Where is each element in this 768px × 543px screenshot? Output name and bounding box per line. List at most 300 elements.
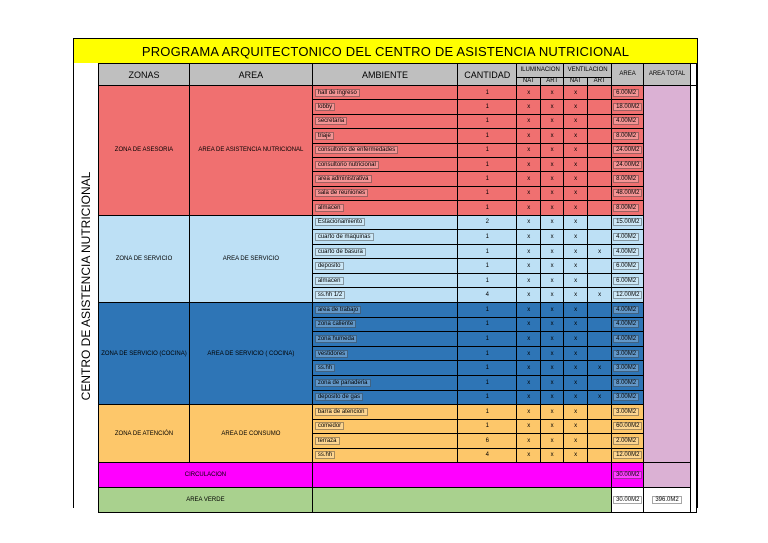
ve-art-cell <box>588 361 612 376</box>
il-nat-value: x <box>527 233 531 240</box>
ve-nat-cell <box>564 201 588 215</box>
ve-nat-value: x <box>574 190 578 197</box>
ve-art-cell <box>588 332 612 347</box>
cantidad-value: 1 <box>485 118 489 125</box>
area-value: 3.00M2 <box>613 350 639 358</box>
area-cell <box>612 448 644 463</box>
ambiente-label: ss.hh <box>315 364 335 372</box>
ambiente-label: cuarto de basura <box>315 248 366 256</box>
ve-nat-cell <box>564 288 588 303</box>
il-nat-cell <box>517 143 541 157</box>
ve-nat-value: x <box>574 408 578 415</box>
area-value: 48.00M2 <box>613 189 642 197</box>
area-value: 6.00M2 <box>613 262 639 270</box>
ambiente-label: area de trabajo <box>315 306 361 314</box>
area-value: 3.00M2 <box>613 408 639 416</box>
ambiente-label: hall de ingreso <box>315 89 360 97</box>
ve-nat-cell <box>564 143 588 157</box>
circulacion-row <box>99 463 697 488</box>
area-cell <box>612 201 644 215</box>
area-cell <box>612 317 644 332</box>
area-total-value-cell <box>644 488 691 513</box>
ambiente-label: barra de atencion <box>315 408 368 416</box>
ve-nat-value: x <box>574 204 578 211</box>
area-cell <box>612 157 644 171</box>
il-art-value: x <box>550 379 554 386</box>
il-nat-cell <box>517 259 541 274</box>
ambiente-cell <box>312 361 458 376</box>
cantidad-cell <box>458 448 517 463</box>
area-cell <box>612 86 644 100</box>
il-nat-value: x <box>527 277 531 284</box>
il-art-value: x <box>550 190 554 197</box>
area-cell <box>612 419 644 434</box>
ve-art-cell <box>588 157 612 171</box>
ambiente-label: ss.hh 1/2 <box>315 291 345 299</box>
il-art-value: x <box>550 89 554 96</box>
ambiente-label: zona caliente <box>315 320 356 328</box>
ve-nat-value: x <box>574 306 578 313</box>
cantidad-cell <box>458 259 517 274</box>
cantidad-cell <box>458 215 517 230</box>
circulacion-area-cell <box>612 463 644 488</box>
ve-nat-value: x <box>574 219 578 226</box>
ve-nat-cell <box>564 114 588 128</box>
ambiente-cell <box>312 376 458 391</box>
ambiente-cell <box>312 129 458 143</box>
cantidad-cell <box>458 129 517 143</box>
cantidad-value: 2 <box>485 219 489 226</box>
il-nat-cell <box>517 86 541 100</box>
ve-nat-value: x <box>574 394 578 401</box>
ve-nat-cell <box>564 157 588 171</box>
ve-art-cell <box>588 419 612 434</box>
cantidad-cell <box>458 157 517 171</box>
ambiente-label: vestidores <box>315 350 348 358</box>
ve-nat-cell <box>564 346 588 361</box>
area-value: 8.00M2 <box>613 204 639 212</box>
cantidad-value: 1 <box>485 408 489 415</box>
ambiente-label: sala de reuniones <box>315 189 368 197</box>
il-nat-value: x <box>527 394 531 401</box>
il-art-value: x <box>550 147 554 154</box>
il-nat-cell <box>517 376 541 391</box>
il-art-cell <box>541 434 564 449</box>
il-art-cell <box>541 405 564 420</box>
area-value: 4.00M2 <box>613 233 639 241</box>
il-art-cell <box>541 361 564 376</box>
program-sheet <box>73 38 698 508</box>
area-cell <box>612 186 644 200</box>
cantidad-value: 1 <box>485 204 489 211</box>
area-cell <box>612 259 644 274</box>
area-value: 6.00M2 <box>613 277 639 285</box>
il-art-cell <box>541 288 564 303</box>
ambiente-label: zona humeda <box>315 335 357 343</box>
il-nat-value: x <box>527 190 531 197</box>
ve-art-cell <box>588 86 612 100</box>
area-total-value: 396.0M2 <box>652 496 681 504</box>
cantidad-value: 4 <box>485 452 489 459</box>
side-label-column <box>74 63 99 509</box>
cantidad-cell <box>458 230 517 245</box>
ambiente-label: comedor <box>315 422 344 430</box>
ve-nat-value: x <box>574 104 578 111</box>
cantidad-cell <box>458 332 517 347</box>
il-art-cell <box>541 273 564 288</box>
il-art-value: x <box>550 277 554 284</box>
area-verde-label: AREA VERDE <box>186 497 225 504</box>
il-art-cell <box>541 244 564 259</box>
il-art-cell <box>541 114 564 128</box>
cantidad-cell <box>458 288 517 303</box>
zone-name: ZONA DE ATENCIÓN <box>99 405 190 463</box>
area-cell <box>612 288 644 303</box>
table-row <box>99 405 697 420</box>
ambiente-cell <box>312 448 458 463</box>
ve-nat-value: x <box>574 161 578 168</box>
area-name: AREA DE ASISTENCIA NUTRICIONAL <box>189 86 312 216</box>
il-art-value: x <box>550 336 554 343</box>
il-nat-value: x <box>527 350 531 357</box>
cantidad-value: 4 <box>485 292 489 299</box>
ambiente-cell <box>312 332 458 347</box>
il-art-value: x <box>550 161 554 168</box>
ve-art-cell <box>588 273 612 288</box>
cantidad-cell <box>458 114 517 128</box>
ve-art-value: x <box>598 394 602 401</box>
il-art-value: x <box>550 321 554 328</box>
header-cantidad: CANTIDAD <box>458 64 517 86</box>
zone-name: ZONA DE SERVICIO <box>99 215 190 303</box>
ve-nat-cell <box>564 129 588 143</box>
ve-art-cell <box>588 346 612 361</box>
il-art-cell <box>541 230 564 245</box>
side-label: CENTRO DE ASISTENCIA NUTRICIONAL <box>79 171 93 401</box>
area-value: 8.00M2 <box>613 379 639 387</box>
cantidad-cell <box>458 317 517 332</box>
ve-nat-value: x <box>574 176 578 183</box>
cantidad-cell <box>458 172 517 186</box>
ambiente-label: deposito de gas <box>315 393 363 401</box>
il-art-cell <box>541 259 564 274</box>
cantidad-value: 1 <box>485 336 489 343</box>
cantidad-cell <box>458 361 517 376</box>
area-value: 6.00M2 <box>613 89 639 97</box>
table-row <box>99 86 697 100</box>
il-nat-cell <box>517 288 541 303</box>
il-art-cell <box>541 129 564 143</box>
circulacion-label-cell <box>99 463 313 488</box>
ambiente-cell <box>312 230 458 245</box>
ve-nat-value: x <box>574 321 578 328</box>
cantidad-value: 1 <box>485 394 489 401</box>
ve-nat-cell <box>564 317 588 332</box>
il-nat-value: x <box>527 408 531 415</box>
ve-nat-value: x <box>574 89 578 96</box>
il-art-value: x <box>550 365 554 372</box>
ambiente-cell <box>312 317 458 332</box>
il-nat-cell <box>517 273 541 288</box>
il-nat-value: x <box>527 89 531 96</box>
il-nat-cell <box>517 230 541 245</box>
il-art-cell <box>541 303 564 318</box>
il-nat-value: x <box>527 263 531 270</box>
header-zonas: ZONAS <box>99 64 190 86</box>
ve-art-cell <box>588 186 612 200</box>
cantidad-value: 1 <box>485 263 489 270</box>
ambiente-cell <box>312 86 458 100</box>
il-art-cell <box>541 157 564 171</box>
ve-nat-cell <box>564 273 588 288</box>
il-nat-value: x <box>527 452 531 459</box>
header-area-col: AREA <box>612 64 644 86</box>
area-name: AREA DE SERVICIO ( COCINA) <box>189 303 312 405</box>
area-cell <box>612 114 644 128</box>
il-art-cell <box>541 448 564 463</box>
il-nat-cell <box>517 419 541 434</box>
il-art-value: x <box>550 118 554 125</box>
ambiente-cell <box>312 114 458 128</box>
table-row <box>99 303 697 318</box>
il-art-value: x <box>550 452 554 459</box>
il-nat-cell <box>517 114 541 128</box>
cantidad-cell <box>458 244 517 259</box>
il-nat-cell <box>517 317 541 332</box>
ve-nat-value: x <box>574 379 578 386</box>
ambiente-cell <box>312 405 458 420</box>
il-nat-cell <box>517 100 541 114</box>
area-name: AREA DE CONSUMO <box>189 405 312 463</box>
il-nat-value: x <box>527 437 531 444</box>
ambiente-cell <box>312 244 458 259</box>
ambiente-label: deposito <box>315 262 344 270</box>
cantidad-value: 1 <box>485 321 489 328</box>
ve-nat-value: x <box>574 132 578 139</box>
il-art-value: x <box>550 394 554 401</box>
il-nat-value: x <box>527 132 531 139</box>
il-art-value: x <box>550 350 554 357</box>
cantidad-cell <box>458 273 517 288</box>
ve-nat-value: x <box>574 336 578 343</box>
il-nat-cell <box>517 434 541 449</box>
header-il-art: ART <box>541 78 564 86</box>
ve-art-cell <box>588 114 612 128</box>
ve-art-cell <box>588 390 612 405</box>
ve-nat-cell <box>564 448 588 463</box>
il-nat-cell <box>517 361 541 376</box>
ve-nat-value: x <box>574 263 578 270</box>
ve-nat-cell <box>564 259 588 274</box>
ve-nat-cell <box>564 361 588 376</box>
area-cell <box>612 215 644 230</box>
cantidad-value: 1 <box>485 423 489 430</box>
ve-art-cell <box>588 100 612 114</box>
area-cell <box>612 100 644 114</box>
area-value: 2.00M2 <box>613 437 639 445</box>
il-art-value: x <box>550 176 554 183</box>
il-nat-value: x <box>527 104 531 111</box>
cantidad-cell <box>458 434 517 449</box>
il-nat-cell <box>517 390 541 405</box>
ambiente-cell <box>312 288 458 303</box>
area-value: 18.00M2 <box>613 103 642 111</box>
table-row <box>99 215 697 230</box>
il-art-cell <box>541 143 564 157</box>
header-area: AREA <box>189 64 312 86</box>
area-value: 15.00M2 <box>613 218 642 226</box>
ve-art-cell <box>588 129 612 143</box>
ve-art-cell <box>588 288 612 303</box>
il-nat-cell <box>517 244 541 259</box>
ve-nat-value: x <box>574 248 578 255</box>
ve-nat-value: x <box>574 118 578 125</box>
ambiente-cell <box>312 157 458 171</box>
area-verde-area: 30.00M2 <box>613 496 642 504</box>
ve-nat-value: x <box>574 365 578 372</box>
il-art-cell <box>541 317 564 332</box>
header-ve-art: ART <box>588 78 612 86</box>
il-nat-value: x <box>527 248 531 255</box>
ambiente-cell <box>312 390 458 405</box>
il-nat-value: x <box>527 379 531 386</box>
header-row <box>99 64 697 78</box>
ve-nat-value: x <box>574 147 578 154</box>
ve-nat-cell <box>564 332 588 347</box>
il-art-value: x <box>550 104 554 111</box>
il-nat-value: x <box>527 161 531 168</box>
il-art-cell <box>541 215 564 230</box>
ambiente-cell <box>312 100 458 114</box>
header-ambiente: AMBIENTE <box>312 64 458 86</box>
area-cell <box>612 129 644 143</box>
area-verde-fill <box>312 488 611 513</box>
area-value: 60.00M2 <box>613 422 642 430</box>
il-nat-value: x <box>527 176 531 183</box>
page-title: PROGRAMA ARQUITECTONICO DEL CENTRO DE ASISTENCIA NUTRICIONAL <box>141 43 630 59</box>
il-nat-value: x <box>527 423 531 430</box>
ambiente-cell <box>312 303 458 318</box>
ambiente-cell <box>312 143 458 157</box>
ve-nat-value: x <box>574 452 578 459</box>
cantidad-cell <box>458 143 517 157</box>
ve-art-cell <box>588 172 612 186</box>
ambiente-cell <box>312 201 458 215</box>
ambiente-label: zona de panaderia <box>315 379 371 387</box>
page-title-bar <box>74 39 697 64</box>
il-art-cell <box>541 86 564 100</box>
ambiente-cell <box>312 215 458 230</box>
header-ve-nat: NAT <box>564 78 588 86</box>
cantidad-value: 1 <box>485 176 489 183</box>
ve-art-cell <box>588 405 612 420</box>
il-nat-value: x <box>527 306 531 313</box>
il-art-value: x <box>550 437 554 444</box>
ambiente-cell <box>312 172 458 186</box>
cantidad-cell <box>458 346 517 361</box>
ambiente-label: lobby <box>315 103 335 111</box>
ambiente-cell <box>312 186 458 200</box>
ve-nat-cell <box>564 434 588 449</box>
il-art-cell <box>541 390 564 405</box>
cantidad-value: 1 <box>485 277 489 284</box>
ve-nat-cell <box>564 390 588 405</box>
header-il-nat: NAT <box>517 78 541 86</box>
area-cell <box>612 390 644 405</box>
ve-art-cell <box>588 215 612 230</box>
ve-art-value: x <box>598 365 602 372</box>
area-name: AREA DE SERVICIO <box>189 215 312 303</box>
il-art-value: x <box>550 408 554 415</box>
ambiente-label: ss.hh <box>315 451 335 459</box>
il-art-cell <box>541 346 564 361</box>
area-verde-area-cell <box>612 488 644 513</box>
il-nat-cell <box>517 405 541 420</box>
area-value: 24.00M2 <box>613 161 642 169</box>
cantidad-value: 1 <box>485 379 489 386</box>
area-value: 3.00M2 <box>613 364 639 372</box>
ve-art-cell <box>588 376 612 391</box>
il-nat-cell <box>517 172 541 186</box>
ve-art-cell <box>588 230 612 245</box>
circulacion-label: CIRCULACION <box>184 472 227 479</box>
il-art-value: x <box>550 132 554 139</box>
il-art-value: x <box>550 233 554 240</box>
il-nat-cell <box>517 201 541 215</box>
area-value: 4.00M2 <box>613 335 639 343</box>
area-cell <box>612 434 644 449</box>
il-art-value: x <box>550 263 554 270</box>
il-art-cell <box>541 186 564 200</box>
cantidad-cell <box>458 100 517 114</box>
ve-art-cell <box>588 259 612 274</box>
ambiente-label: terraza <box>315 437 340 445</box>
ambiente-label: area administrativa <box>315 175 372 183</box>
ambiente-cell <box>312 273 458 288</box>
il-art-value: x <box>550 248 554 255</box>
area-verde-label-cell <box>99 488 313 513</box>
cantidad-cell <box>458 186 517 200</box>
ve-nat-cell <box>564 86 588 100</box>
cantidad-value: 1 <box>485 306 489 313</box>
ambiente-cell <box>312 434 458 449</box>
header-area-total: AREA TOTAL <box>644 64 691 86</box>
area-cell <box>612 346 644 361</box>
cantidad-value: 1 <box>485 233 489 240</box>
il-art-value: x <box>550 306 554 313</box>
ve-nat-cell <box>564 186 588 200</box>
area-cell <box>612 172 644 186</box>
area-cell <box>612 376 644 391</box>
area-value: 4.00M2 <box>613 320 639 328</box>
zone-name: ZONA DE ASESORIA <box>99 86 190 216</box>
ambiente-label: consultorio nutricional <box>315 161 379 169</box>
edge-cell <box>690 86 696 513</box>
area-verde-row <box>99 488 697 513</box>
cantidad-cell <box>458 303 517 318</box>
il-nat-cell <box>517 332 541 347</box>
ve-nat-cell <box>564 405 588 420</box>
ve-art-cell <box>588 317 612 332</box>
il-art-cell <box>541 419 564 434</box>
area-cell <box>612 244 644 259</box>
il-nat-value: x <box>527 336 531 343</box>
ve-nat-cell <box>564 376 588 391</box>
ambiente-cell <box>312 346 458 361</box>
il-art-cell <box>541 100 564 114</box>
ve-art-value: x <box>598 292 602 299</box>
ve-nat-value: x <box>574 292 578 299</box>
